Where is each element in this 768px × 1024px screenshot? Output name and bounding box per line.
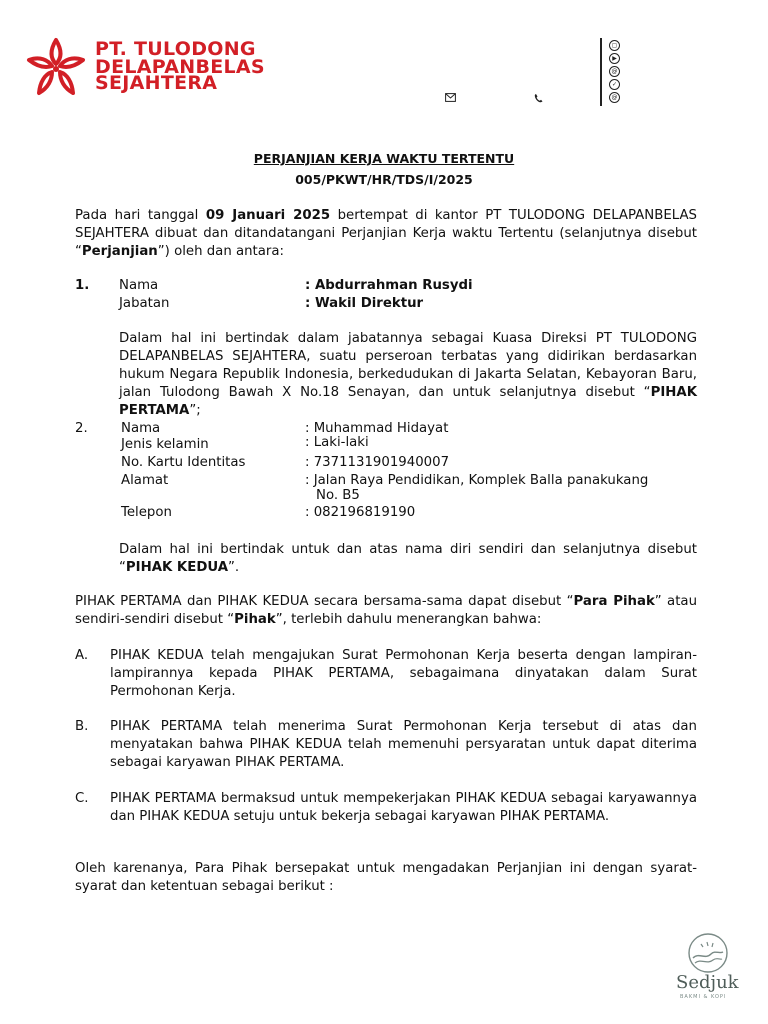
party2-name-label: Nama xyxy=(121,421,161,436)
party2-address-label: Alamat xyxy=(121,473,169,488)
party2-id-value: : 7371131901940007 xyxy=(305,455,450,470)
party2-address-value-line2: No. B5 xyxy=(316,488,360,503)
recital-b-letter: B. xyxy=(75,719,89,734)
party1-number: 1. xyxy=(75,278,90,293)
phone-icon xyxy=(534,93,543,103)
document-title: PERJANJIAN KERJA WAKTU TERTENTU xyxy=(253,151,515,166)
party1-name-label: Nama xyxy=(119,278,159,293)
company-name-line3: SEJAHTERA xyxy=(95,72,218,94)
party2-description: Dalam hal ini bertindak untuk dan atas nama diri sendiri dan selanjutnya disebut “PIHAK KEDUA”. xyxy=(119,542,697,575)
recital-a-text: PIHAK KEDUA telah mengajukan Surat Permohonan Kerja beserta dengan lampiran-lampirannya kepada PIHAK PERTAMA, sebagaimana dinyatakan dalam Surat Permohonan Kerja. xyxy=(110,648,697,699)
instagram-icon: ▢ xyxy=(609,40,620,51)
closing-paragraph: Oleh karenanya, Para Pihak bersepakat untuk mengadakan Perjanjian ini dengan syarat-syarat dan ketentuan sebagai berikut : xyxy=(75,861,697,894)
party2-gender-value: : Laki-laki xyxy=(305,435,369,450)
footer-brand-name: Sedjuk xyxy=(676,972,739,993)
at-icon: @ xyxy=(609,92,620,103)
party1-position-label: Jabatan xyxy=(119,296,170,311)
sedjuk-logo-icon xyxy=(687,932,729,974)
document-number: 005/PKWT/HR/TDS/I/2025 xyxy=(295,172,473,187)
recital-c-letter: C. xyxy=(75,791,89,806)
mail-icon xyxy=(445,93,456,102)
twitter-icon: ✓ xyxy=(609,79,620,90)
recital-c-text: PIHAK PERTAMA bermaksud untuk mempekerjakan PIHAK KEDUA sebagai karyawannya dan PIHAK KEDUA setuju untuk bekerja sebagai karyawan PIHAK PERTAMA. xyxy=(110,791,697,824)
party2-phone-label: Telepon xyxy=(121,505,172,520)
party2-id-label: No. Kartu Identitas xyxy=(121,455,246,470)
party2-number: 2. xyxy=(75,421,88,436)
party2-gender-label: Jenis kelamin xyxy=(121,437,209,452)
company-name-line1: PT. TULODONG xyxy=(95,38,256,60)
recital-b-text: PIHAK PERTAMA telah menerima Surat Permohonan Kerja tersebut di atas dan menyatakan bahwa PIHAK KEDUA telah memenuhi persyaratan untuk dapat diterima sebagai karyawan PIHAK PERTAMA. xyxy=(110,719,697,770)
parties-paragraph: PIHAK PERTAMA dan PIHAK KEDUA secara bersama-sama dapat disebut “Para Pihak” atau sendiri-sendiri disebut “Pihak”, terlebih dahulu menerangkan bahwa: xyxy=(75,594,697,627)
footer-brand-tagline: BAKMI & KOPI xyxy=(680,994,727,1000)
party2-address-value: : Jalan Raya Pendidikan, Komplek Balla panakukang xyxy=(305,473,649,488)
party1-name-value: : Abdurrahman Rusydi xyxy=(305,278,473,293)
party1-description: Dalam hal ini bertindak dalam jabatannya sebagai Kuasa Direksi PT TULODONG DELAPANBELAS SEJAHTERA, suatu perseroan terbatas yang didirikan berdasarkan hukum Negara Republik Indonesia, berkedudukan di Jakarta Selatan, Kebayoran Baru, jalan Tulodong Bawah X No.18 Senayan, dan untuk selanjutnya disebut “PIHAK PERTAMA”; xyxy=(119,331,697,418)
party1-position-value: : Wakil Direktur xyxy=(305,296,424,311)
threads-icon: @ xyxy=(609,66,620,77)
party2-name-value: : Muhammad Hidayat xyxy=(305,421,449,436)
youtube-icon: ▶ xyxy=(609,53,620,64)
company-logo-icon xyxy=(24,36,88,100)
company-name-line2: DELAPANBELAS xyxy=(95,56,265,78)
recital-a-letter: A. xyxy=(75,648,89,663)
intro-paragraph: Pada hari tanggal 09 Januari 2025 bertempat di kantor PT TULODONG DELAPANBELAS SEJAHTERA dibuat dan ditandatangani Perjanjian Kerja waktu Tertentu (selanjutnya disebut “Perjanjian”) oleh dan antara: xyxy=(75,208,698,259)
party2-phone-value: : 082196819190 xyxy=(305,505,416,520)
header-divider xyxy=(600,38,602,106)
